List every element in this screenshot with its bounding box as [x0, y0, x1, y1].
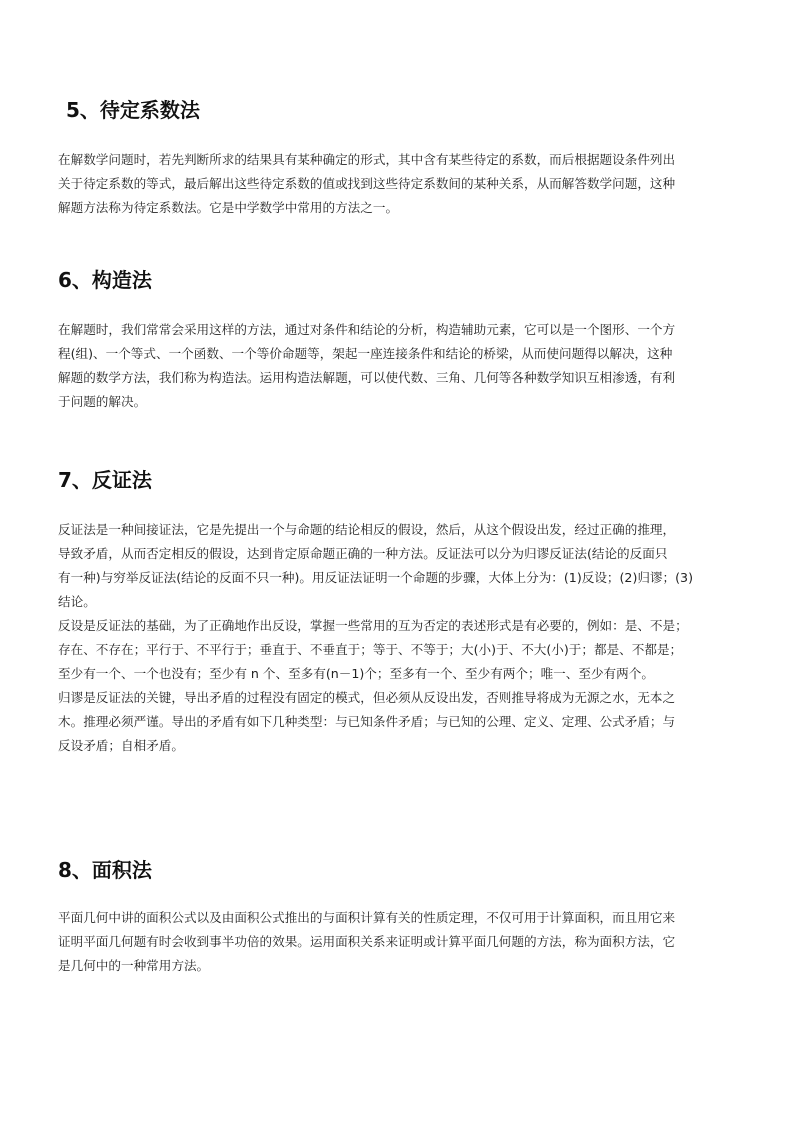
paragraph-line: 程(组)、一个等式、一个函数、一个等价命题等，架起一座连接条件和结论的桥梁，从而使问题得以解决，这种	[58, 346, 673, 361]
paragraph-line: 于问题的解决。	[58, 394, 147, 409]
paragraph-line: 结论。	[58, 594, 96, 609]
section-area-method	[58, 856, 744, 884]
section-heading: 6、构造法	[58, 268, 152, 292]
paragraph-line: 反设是反证法的基础，为了正确地作出反设，掌握一些常用的互为否定的表述形式是有必要的，例如：是、不是；	[58, 618, 688, 633]
section-heading: 7、反证法	[58, 468, 152, 492]
paragraph-line: 导致矛盾，从而否定相反的假设，达到肯定原命题正确的一种方法。反证法可以分为归谬反证法(结论的反面只	[58, 546, 668, 561]
paragraph-line: 是几何中的一种常用方法。	[58, 958, 210, 973]
paragraph-line: 反设矛盾；自相矛盾。	[58, 738, 184, 753]
section-heading: 8、面积法	[58, 858, 152, 882]
paragraph	[58, 148, 744, 220]
paragraph-line: 归谬是反证法的关键，导出矛盾的过程没有固定的模式，但必须从反设出发，否则推导将成为无源之水，无本之	[58, 690, 676, 705]
paragraph-line: 木。推理必须严谨。导出的矛盾有如下几种类型：与已知条件矛盾；与已知的公理、定义、定理、公式矛盾；与	[58, 714, 676, 729]
paragraph-line: 平面几何中讲的面积公式以及由面积公式推出的与面积计算有关的性质定理，不仅可用于计算面积，而且用它来	[58, 910, 676, 925]
paragraph-line: 关于待定系数的等式，最后解出这些待定系数的值或找到这些待定系数间的某种关系，从而解答数学问题，这种	[58, 176, 676, 191]
section-undetermined-coefficients	[66, 96, 752, 124]
paragraph-line: 解题方法称为待定系数法。它是中学数学中常用的方法之一。	[58, 200, 399, 215]
paragraph-line: 在解题时，我们常常会采用这样的方法，通过对条件和结论的分析，构造辅助元素，它可以是一个图形、一个方	[58, 322, 676, 337]
paragraph-line: 证明平面几何题有时会收到事半功倍的效果。运用面积关系来证明或计算平面几何题的方法，称为面积方法，它	[58, 934, 676, 949]
section-proof-by-contradiction	[58, 466, 744, 494]
paragraph-line: 反证法是一种间接证法，它是先提出一个与命题的结论相反的假设，然后，从这个假设出发，经过正确的推理，	[58, 522, 676, 537]
paragraph	[58, 518, 744, 758]
paragraph	[58, 318, 744, 414]
paragraph	[58, 906, 744, 978]
paragraph-line: 至少有一个、一个也没有；至少有 n 个、至多有(n－1)个；至多有一个、至少有两个；唯一、至少有两个。	[58, 666, 654, 681]
paragraph-line: 在解数学问题时，若先判断所求的结果具有某种确定的形式，其中含有某些待定的系数，而后根据题设条件列出	[58, 152, 676, 167]
paragraph-line: 存在、不存在；平行于、不平行于；垂直于、不垂直于；等于、不等于；大(小)于、不大(小)于；都是、不都是；	[58, 642, 683, 657]
section-heading: 5、待定系数法	[66, 98, 200, 122]
section-construction-method	[58, 266, 744, 294]
paragraph-line: 有一种)与穷举反证法(结论的反面不只一种)。用反证法证明一个命题的步骤，大体上分为：(1)反设；(2)归谬；(3)	[58, 570, 693, 585]
paragraph-line: 解题的数学方法，我们称为构造法。运用构造法解题，可以使代数、三角、几何等各种数学知识互相渗透，有利	[58, 370, 676, 385]
